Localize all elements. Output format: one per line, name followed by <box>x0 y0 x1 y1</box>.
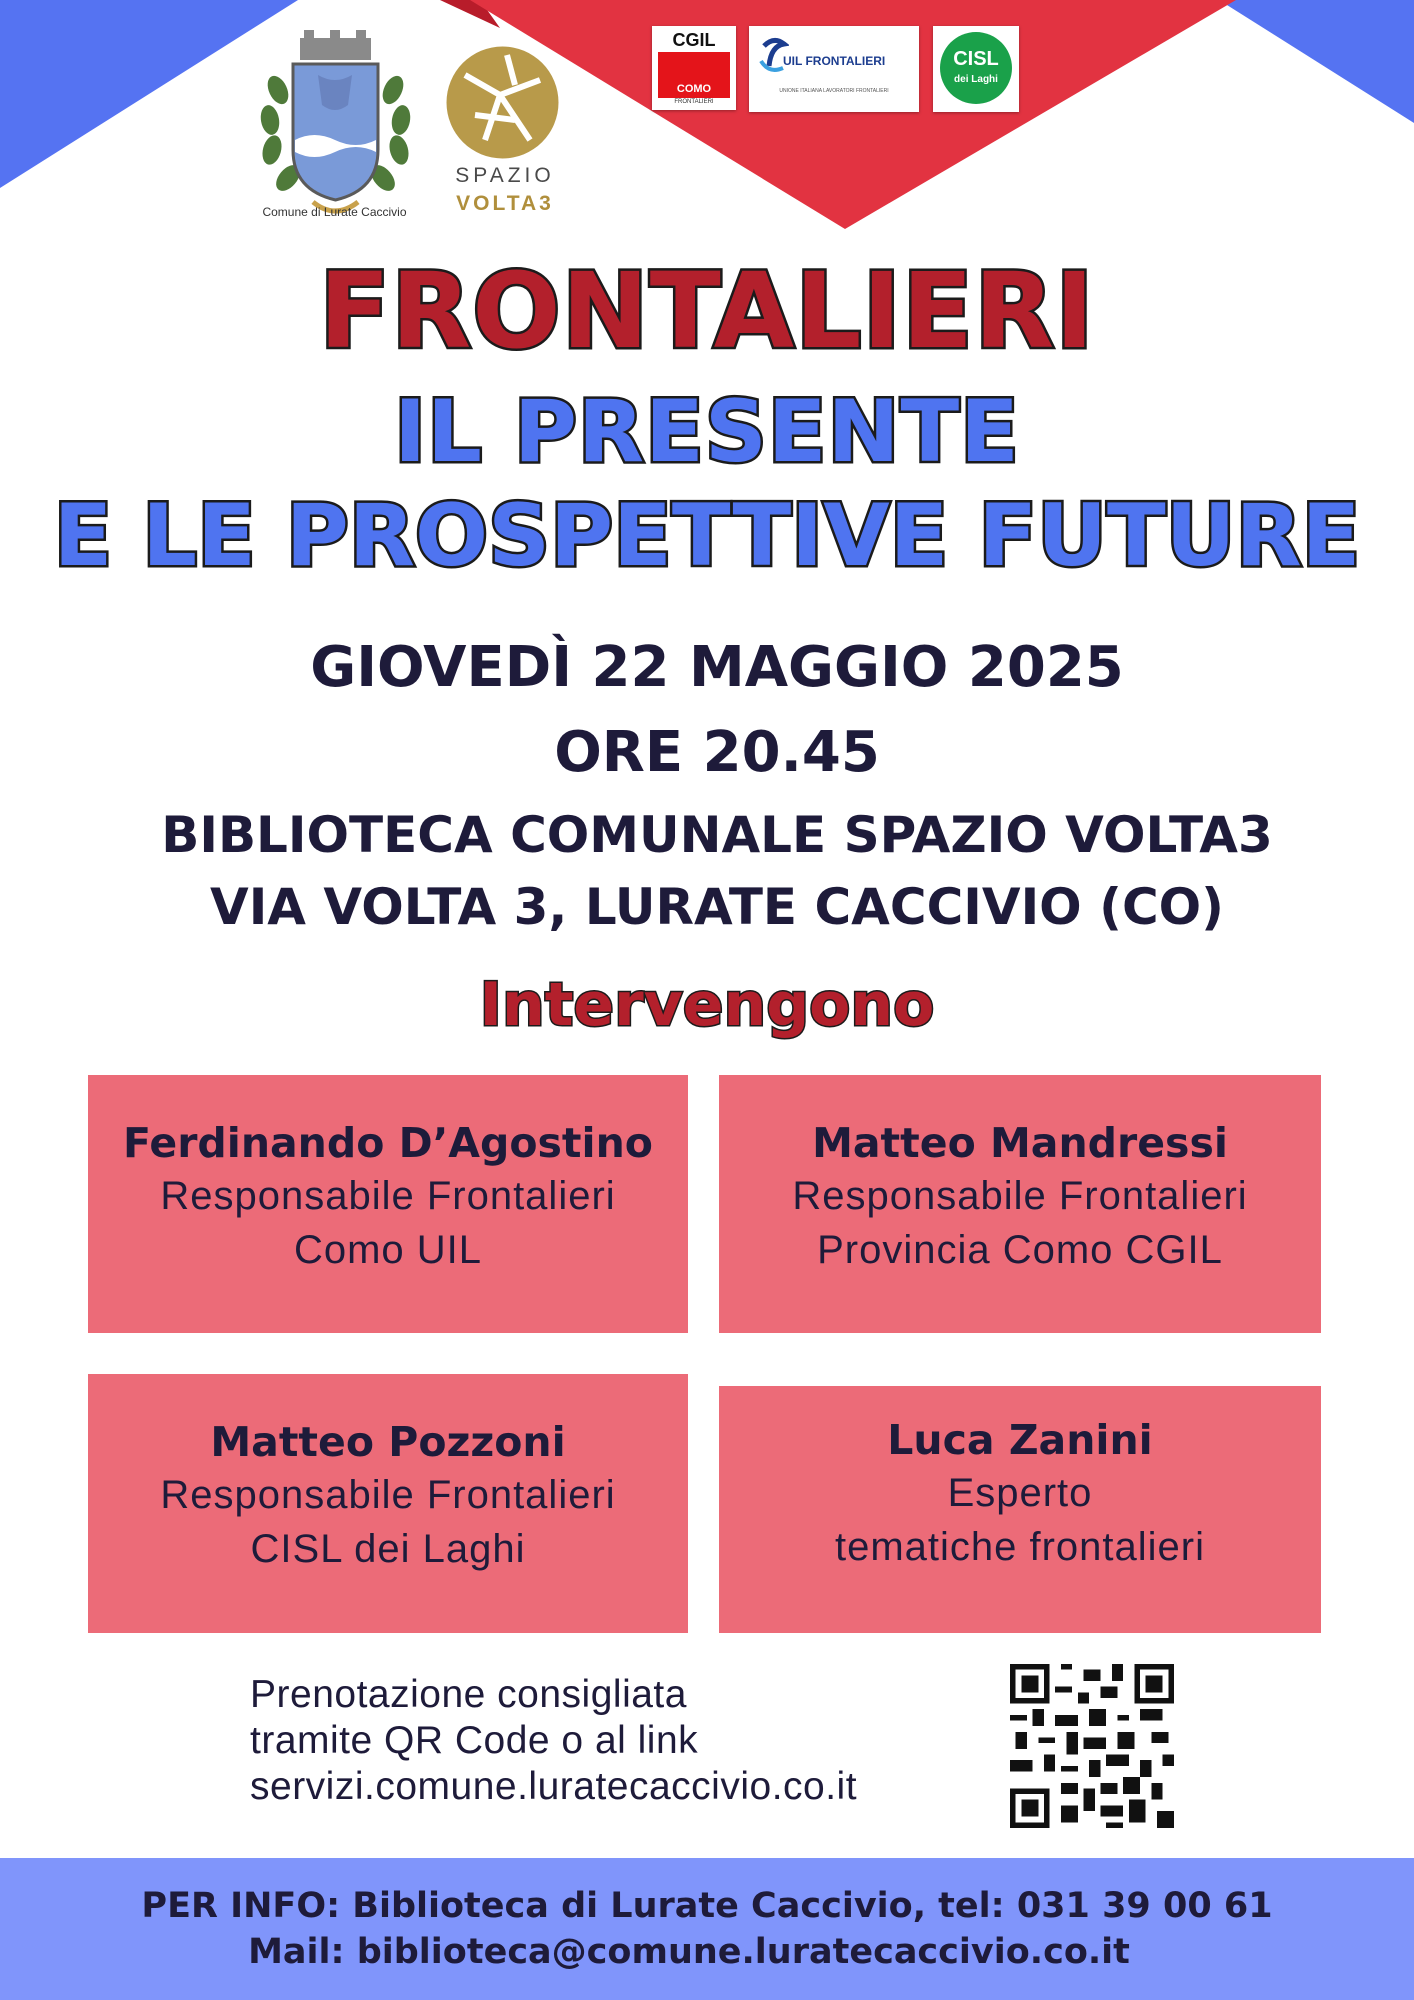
speakers-heading: Intervengono <box>479 970 935 1040</box>
cgil-logo-sub: FRONTALIERI <box>674 99 714 105</box>
cisl-logo <box>933 26 1019 112</box>
uil-logo-sub: UNIONE ITALIANA LAVORATORI FRONTALIERI <box>779 88 889 94</box>
event-date: GIOVEDÌ 22 MAGGIO 2025 <box>310 635 1124 700</box>
footer-info-phone: PER INFO: Biblioteca di Lurate Caccivio, tel: 031 39 00 61 <box>141 1886 1273 1926</box>
volta3-word: VOLTA3 <box>456 192 554 215</box>
headline-prospettive-future: E LE PROSPETTIVE FUTURE <box>53 486 1361 586</box>
speaker-card <box>719 1075 1321 1333</box>
uil-frontalieri-logo <box>749 26 919 112</box>
speaker-name: Matteo Pozzoni <box>210 1418 566 1466</box>
spazio-volta3-logo-icon <box>445 45 560 160</box>
speaker-role: Esperto <box>947 1471 1093 1515</box>
footer-info-mail[interactable]: Mail: biblioteca@comune.luratecaccivio.co.it <box>248 1932 1130 1972</box>
event-venue-name: BIBLIOTECA COMUNALE SPAZIO VOLTA3 <box>161 806 1273 864</box>
event-time: ORE 20.45 <box>554 720 880 785</box>
speaker-role: Responsabile Frontalieri <box>160 1174 616 1218</box>
speaker-role: Responsabile Frontalieri <box>792 1174 1248 1218</box>
comune-caption: Comune di Lurate Caccivio <box>262 205 407 219</box>
headline-il-presente: IL PRESENTE <box>394 382 1020 482</box>
headline-frontalieri: FRONTALIERI <box>319 250 1095 372</box>
speaker-organization: Como UIL <box>293 1228 483 1272</box>
event-venue-address: VIA VOLTA 3, LURATE CACCIVIO (CO) <box>210 878 1224 936</box>
info-footer <box>0 1858 1414 2000</box>
spazio-word: SPAZIO <box>455 164 555 187</box>
cgil-logo-como: COMO <box>676 83 712 95</box>
speaker-name: Ferdinando D’Agostino <box>123 1119 653 1167</box>
cisl-logo-title: CISL <box>953 48 999 70</box>
cgil-logo-title: CGIL <box>672 30 716 50</box>
cisl-logo-sub: dei Laghi <box>954 74 998 85</box>
uil-logo-title: UIL FRONTALIERI <box>783 54 886 68</box>
comune-crest-icon <box>248 30 423 230</box>
speaker-name: Luca Zanini <box>887 1416 1153 1464</box>
booking-link[interactable]: servizi.comune.luratecaccivio.co.it <box>250 1765 858 1808</box>
speaker-organization: Provincia Como CGIL <box>817 1228 1223 1272</box>
booking-text-line1: Prenotazione consigliata <box>250 1673 687 1716</box>
speaker-card <box>719 1386 1321 1633</box>
booking-text-line2: tramite QR Code o al link <box>250 1719 699 1762</box>
cgil-logo <box>652 26 736 110</box>
speaker-role: Responsabile Frontalieri <box>160 1473 616 1517</box>
speaker-card <box>88 1075 688 1333</box>
speaker-organization: tematiche frontalieri <box>834 1525 1206 1569</box>
speaker-card <box>88 1374 688 1633</box>
speaker-name: Matteo Mandressi <box>812 1119 1228 1167</box>
speaker-organization: CISL dei Laghi <box>250 1527 526 1571</box>
qr-code-icon[interactable] <box>1010 1664 1174 1828</box>
